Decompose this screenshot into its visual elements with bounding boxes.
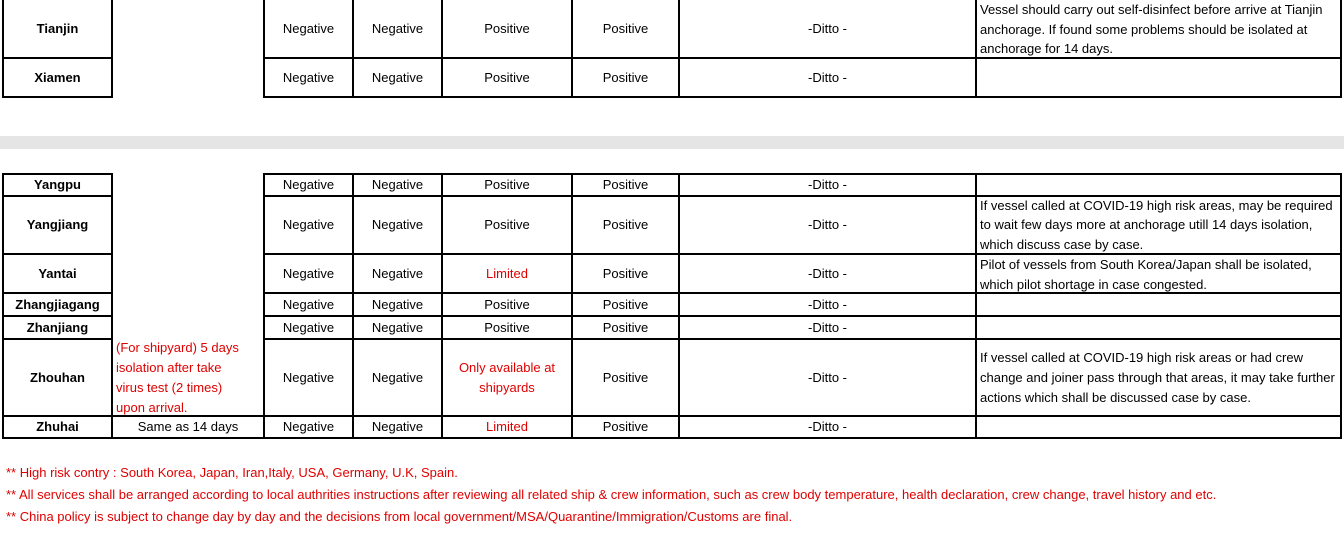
footnote: ** China policy is subject to change day by day and the decisions from local government/MSA/Quarantine/Immigration/Customs are final. [6,509,793,524]
status-cell: Negative [263,340,352,417]
status-cell: -Ditto - [678,294,975,317]
remark-cell [975,294,1342,317]
status-cell: Negative [352,59,441,98]
status-cell: Negative [263,294,352,317]
status-cell: Negative [263,417,352,439]
status-cell: Negative [352,197,441,255]
port-name: Xiamen [2,59,113,98]
footnote: ** High risk contry : South Korea, Japan, Iran,Italy, USA, Germany, U.K, Spain. [6,465,458,480]
status-cell: Negative [352,173,441,197]
status-cell: Negative [352,0,441,59]
status-cell: Positive [571,0,678,59]
status-cell: Positive [571,417,678,439]
table-row [0,173,1344,197]
isolation-cell [113,173,263,197]
table-row [0,340,1344,417]
port-name: Yangpu [2,173,113,197]
port-name: Zhanjiang [2,317,113,340]
status-cell: -Ditto - [678,317,975,340]
status-cell: Positive [441,173,571,197]
status-cell: Negative [352,317,441,340]
status-cell: -Ditto - [678,417,975,439]
status-cell: Positive [441,317,571,340]
status-cell: Positive [571,173,678,197]
status-cell: Negative [263,0,352,59]
table-row [0,59,1344,98]
isolation-cell: (For shipyard) 5 days isolation after take virus test (2 times) upon arrival. [113,340,263,417]
status-cell: Negative [263,255,352,294]
status-cell: Negative [263,59,352,98]
status-cell: -Ditto - [678,0,975,59]
footnote: ** All services shall be arranged according to local authrities instructions after reviewing all related ship & crew information, such as crew body temperature, health declaration, crew change, travel history and etc. [6,487,1217,502]
status-cell: -Ditto - [678,255,975,294]
port-name: Yantai [2,255,113,294]
remark-cell [975,417,1342,439]
status-cell: Positive [571,294,678,317]
port-name: Zhouhan [2,340,113,417]
isolation-cell [113,294,263,317]
table-row [0,0,1344,59]
remark-cell [975,173,1342,197]
remark-cell: Vessel should carry out self-disinfect before arrive at Tianjin anchorage. If found some problems should be isolated at anchorage for 14 days. [975,0,1342,59]
status-cell: Positive [571,255,678,294]
remark-cell [975,59,1342,98]
status-cell: Positive [441,59,571,98]
status-cell: Positive [571,340,678,417]
status-cell: -Ditto - [678,340,975,417]
port-name: Zhangjiagang [2,294,113,317]
status-cell: Negative [352,417,441,439]
status-cell: Positive [571,197,678,255]
remark-cell [975,317,1342,340]
remark-cell: If vessel called at COVID-19 high risk areas or had crew change and joiner pass through that areas, it may take further actions which shall be discussed case by case. [975,340,1342,417]
port-name: Yangjiang [2,197,113,255]
table-row [0,294,1344,317]
port-name: Zhuhai [2,417,113,439]
footnotes [6,462,1216,528]
port-name: Tianjin [2,0,113,59]
remark-cell: If vessel called at COVID-19 high risk areas, may be required to wait few days more at anchorage utill 14 days isolation, which discuss case by case. [975,197,1342,255]
isolation-cell [113,197,263,255]
status-cell: Only available at shipyards [441,340,571,417]
status-cell: Negative [263,197,352,255]
table-row [0,197,1344,255]
status-cell: Negative [352,255,441,294]
status-cell: Limited [441,417,571,439]
status-cell: Positive [571,59,678,98]
remark-cell: Pilot of vessels from South Korea/Japan shall be isolated, which pilot shortage in case congested. [975,255,1342,294]
status-cell: Negative [263,173,352,197]
isolation-cell: Same as 14 days [113,417,263,439]
table-row [0,417,1344,439]
isolation-cell [113,0,263,59]
status-cell: Positive [571,317,678,340]
isolation-cell [113,255,263,294]
status-cell: Limited [441,255,571,294]
status-cell: -Ditto - [678,197,975,255]
isolation-cell [113,59,263,98]
status-cell: Positive [441,0,571,59]
table-row [0,255,1344,294]
status-cell: -Ditto - [678,173,975,197]
status-cell: Positive [441,294,571,317]
status-cell: Negative [352,340,441,417]
separator-band [0,136,1344,149]
status-cell: Negative [352,294,441,317]
status-cell: Positive [441,197,571,255]
status-cell: Negative [263,317,352,340]
status-cell: -Ditto - [678,59,975,98]
